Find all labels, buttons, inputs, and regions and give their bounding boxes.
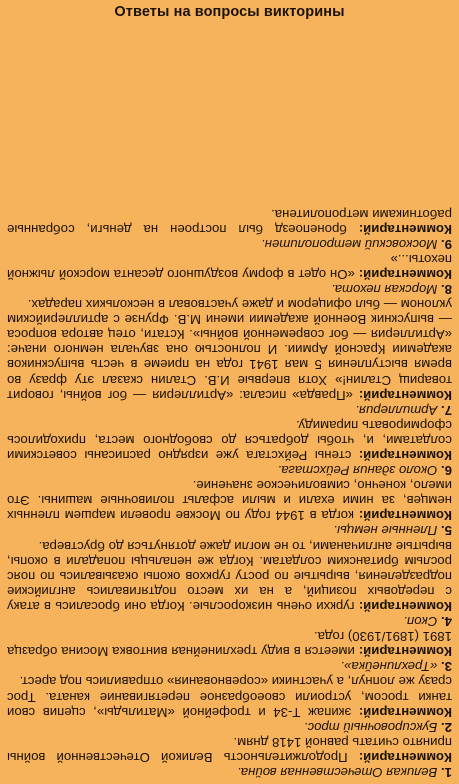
answer-number: 7. [441,402,452,418]
answer-text: Буксировочный трос. [303,719,438,735]
comment-label: Комментарий: [358,448,452,464]
comment-text: гуркхи очень низкорослые. Когда они бросались в атаку с передовых позиций, а на их место подтягивались английские подразделения, вырытые по росту гуркхов окопы оказывались по пояс рослым британским солдатам. Когда же непальцы попадали в окопы, вырытые англичанами, то не могли даже дотянуться до бруствера. [7,538,452,614]
answer-number: 4. [441,614,452,630]
answer-item-3 [7,629,452,674]
comment-label: Комментарий: [358,508,452,524]
answer-number: 1. [441,765,452,780]
answer-number: 9. [441,236,452,252]
comment-label: Комментарий: [358,221,452,237]
answer-number: 5. [441,523,452,539]
answer-text: Около здания Рейхстага. [277,463,438,479]
answer-item-4 [7,539,452,630]
answer-item-1 [7,735,452,780]
comment-text: имеется в виду трехлинейная винтовка Мосина образца 1891 (1891/1930) года. [7,629,452,660]
comment-label: Комментарий: [358,644,452,660]
answer-number: 6. [441,463,452,479]
answer-number: 8. [441,282,452,297]
answer-item-7 [7,297,452,418]
comment-label: Комментарий: [358,749,452,765]
comment-label: Комментарий: [358,598,452,614]
answer-text: Морская пехота. [331,282,438,297]
answers-block [7,24,452,780]
answer-text: Артиллерия. [355,402,438,418]
answer-item-9 [7,206,452,251]
answer-number: 3. [441,659,452,675]
answer-text: Пленные немцы. [333,523,438,539]
comment-label: Комментарий: [358,387,452,403]
comment-text: когда в 1944 году по Москве провели маршем пленных немцев, за ними ехали и мыли асфальт поливочные машины. Это имело, конечно, символическое значение. [7,478,452,524]
answer-number: 2. [441,719,452,735]
answer-text: Великая Отечественная война. [237,765,438,780]
comment-text: экипаж Т-34 и трофейной «Матильды», сцепив свои танки тросом, устроили своеобразное перетягивание каната. Трос сразу же лопнул, а участники «соревнования» отправились под арест. [7,674,452,720]
comment-label: Комментарий: [358,266,452,282]
comment-text: стены Рейхстага уже изрядно расписаны советскими солдатами, и, чтобы добраться до свободного места, приходилось сформировать пирамиду. [7,417,452,464]
answer-text: Московский метрополитен. [261,236,438,252]
answer-item-5 [7,478,452,538]
comment-text: бронепоезд был построен на деньги, собранные работниками метрополитена. [7,206,452,237]
comment-text: «Он одет в форму воздушного десанта морской лыжной пехоты...» [7,251,452,282]
comment-text: «Правда» писала: «Артиллерия — бог войны, говорит товарищ Сталин!» Хотя впервые И.В. Сталин сказал эту фразу во время выступления 5 мая 1941 года на приеме в честь выпускников академии Красной Армии. И полностью она звучала немного иначе: «Артиллерия — бог современной войны». Кстати, отец автора вопроса — выпускник Военной академии имени М.В. Фрунзе с артиллерийским уклоном — был офицером и даже участвовал в нескольких парадах. [7,297,452,403]
answer-item-2 [7,674,452,734]
answer-text: «Трехлинейка». [340,659,438,675]
page-title: Ответы на вопросы викторины [114,4,345,20]
comment-label: Комментарий: [358,704,452,720]
answer-item-6 [7,418,452,478]
answer-text: Скоп. [403,614,438,630]
comment-text: Продолжительность Великой Отечественной войны принято считать равной 1418 дням. [7,734,452,765]
answer-item-8 [7,252,452,297]
